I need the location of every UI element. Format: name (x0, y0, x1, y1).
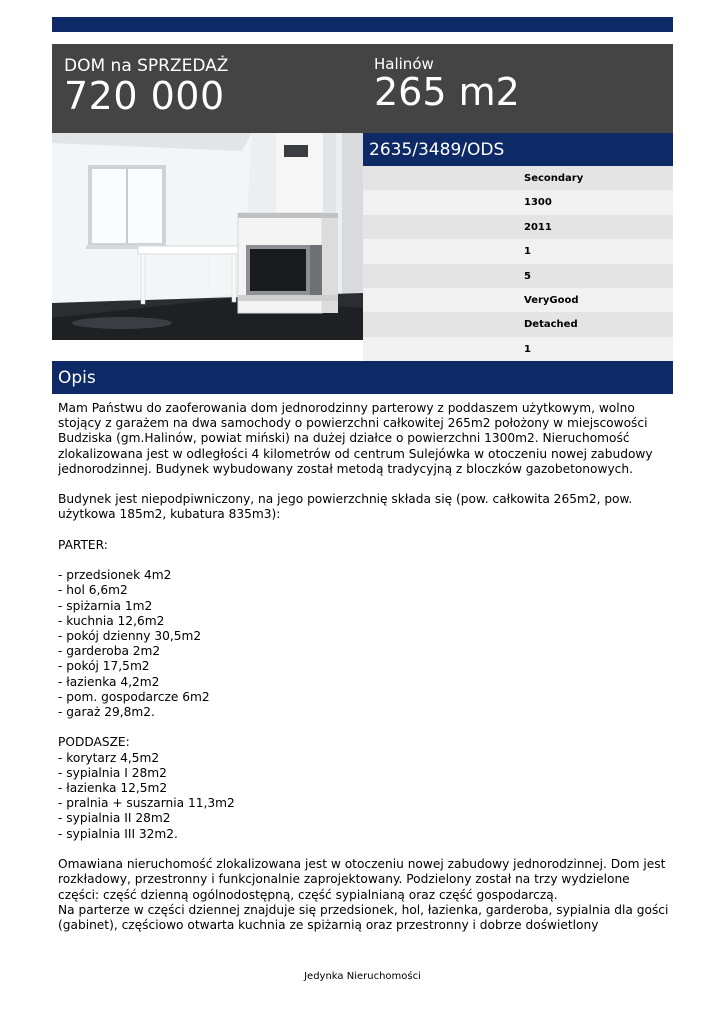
param-value: Detached (524, 319, 578, 331)
param-value: 1300 (524, 197, 552, 209)
description-text: Mam Państwu do zaoferowania dom jednorodzinny parterowy z poddaszem użytkowym, wolno stojący z garażem na dwa samochody o powierzchni całkowitej 265m2 położony w miejscowości Budziska (gm.Halinów, powiat miński) na dużej działce o powierzchni 1300m2. Nieruchomość zlokalizowana jest w odległości 4 kilometrów od centrum Sulejówka w otoczeniu nowej zabudowy jednorodzinnej. Budynek wybudowany został metodą tradycyjną z bloczków gazobetonowych. Budynek jest niepodpiwniczony, na jego powierzchnię składa się (pow. całkowita 265m2, pow. użytkowa 185m2, kubatura 835m3): PARTER: - przedsionek 4m2 - hol 6,6m2 - spiżarnia 1m2 - kuchnia 12,6m2 - pokój dzienny 30,5m2 - garderoba 2m2 - pokój 17,5m2 - łazienka 4,2m2 - pom. gospodarcze 6m2 - garaż 29,8m2. PODDASZE: - korytarz 4,5m2 - sypialnia I 28m2 - łazienka 12,5m2 - pralnia + suszarnia 11,3m2 - sypialnia II 28m2 - sypialnia III 32m2. Omawiana nieruchomość zlokalizowana jest w otoczeniu nowej zabudowy jednorodzinnej. Dom jest rozkładowy, przestronny i funkcjonalnie zaprojektowany. Podzielony został na trzy wydzielone części: część dzienną ogólnodostępną, część sypialnianą oraz część gospodarczą. Na parterze w części dziennej znajduje się przedsionek, hol, łazienka, garderoba, sypialnia dla gości (gabinet), częściowo otwarta kuchnia ze spiżarnią oraz przestronny i dobrze doświetlony (58, 401, 669, 932)
param-row (363, 264, 673, 288)
param-row (363, 312, 673, 336)
top-accent-bar (52, 17, 673, 32)
reference-number: 2635/3489/ODS (369, 140, 505, 160)
listing-header (52, 44, 673, 133)
param-row (363, 166, 673, 190)
param-value: Secondary (524, 173, 584, 184)
param-row (363, 215, 673, 239)
location: Halinów (374, 55, 434, 73)
area: 265 m2 (374, 70, 520, 114)
section-title: Opis (58, 368, 96, 388)
property-photo (52, 133, 363, 340)
param-value: 5 (524, 270, 531, 282)
param-row (363, 288, 673, 312)
footer-agency-name: Jedynka Nieruchomości (304, 971, 421, 982)
param-value: 1 (524, 246, 531, 258)
description-section-header (52, 361, 673, 394)
param-row (363, 190, 673, 214)
reference-bar (363, 133, 673, 166)
param-value: 1 (524, 343, 531, 355)
param-value: 2011 (524, 221, 552, 233)
property-type: DOM na SPRZEDAŻ (64, 56, 229, 76)
price: 720 000 (64, 74, 225, 118)
parameters-table (363, 166, 673, 361)
param-row (363, 337, 673, 361)
param-row (363, 239, 673, 263)
param-value: VeryGood (524, 294, 579, 306)
